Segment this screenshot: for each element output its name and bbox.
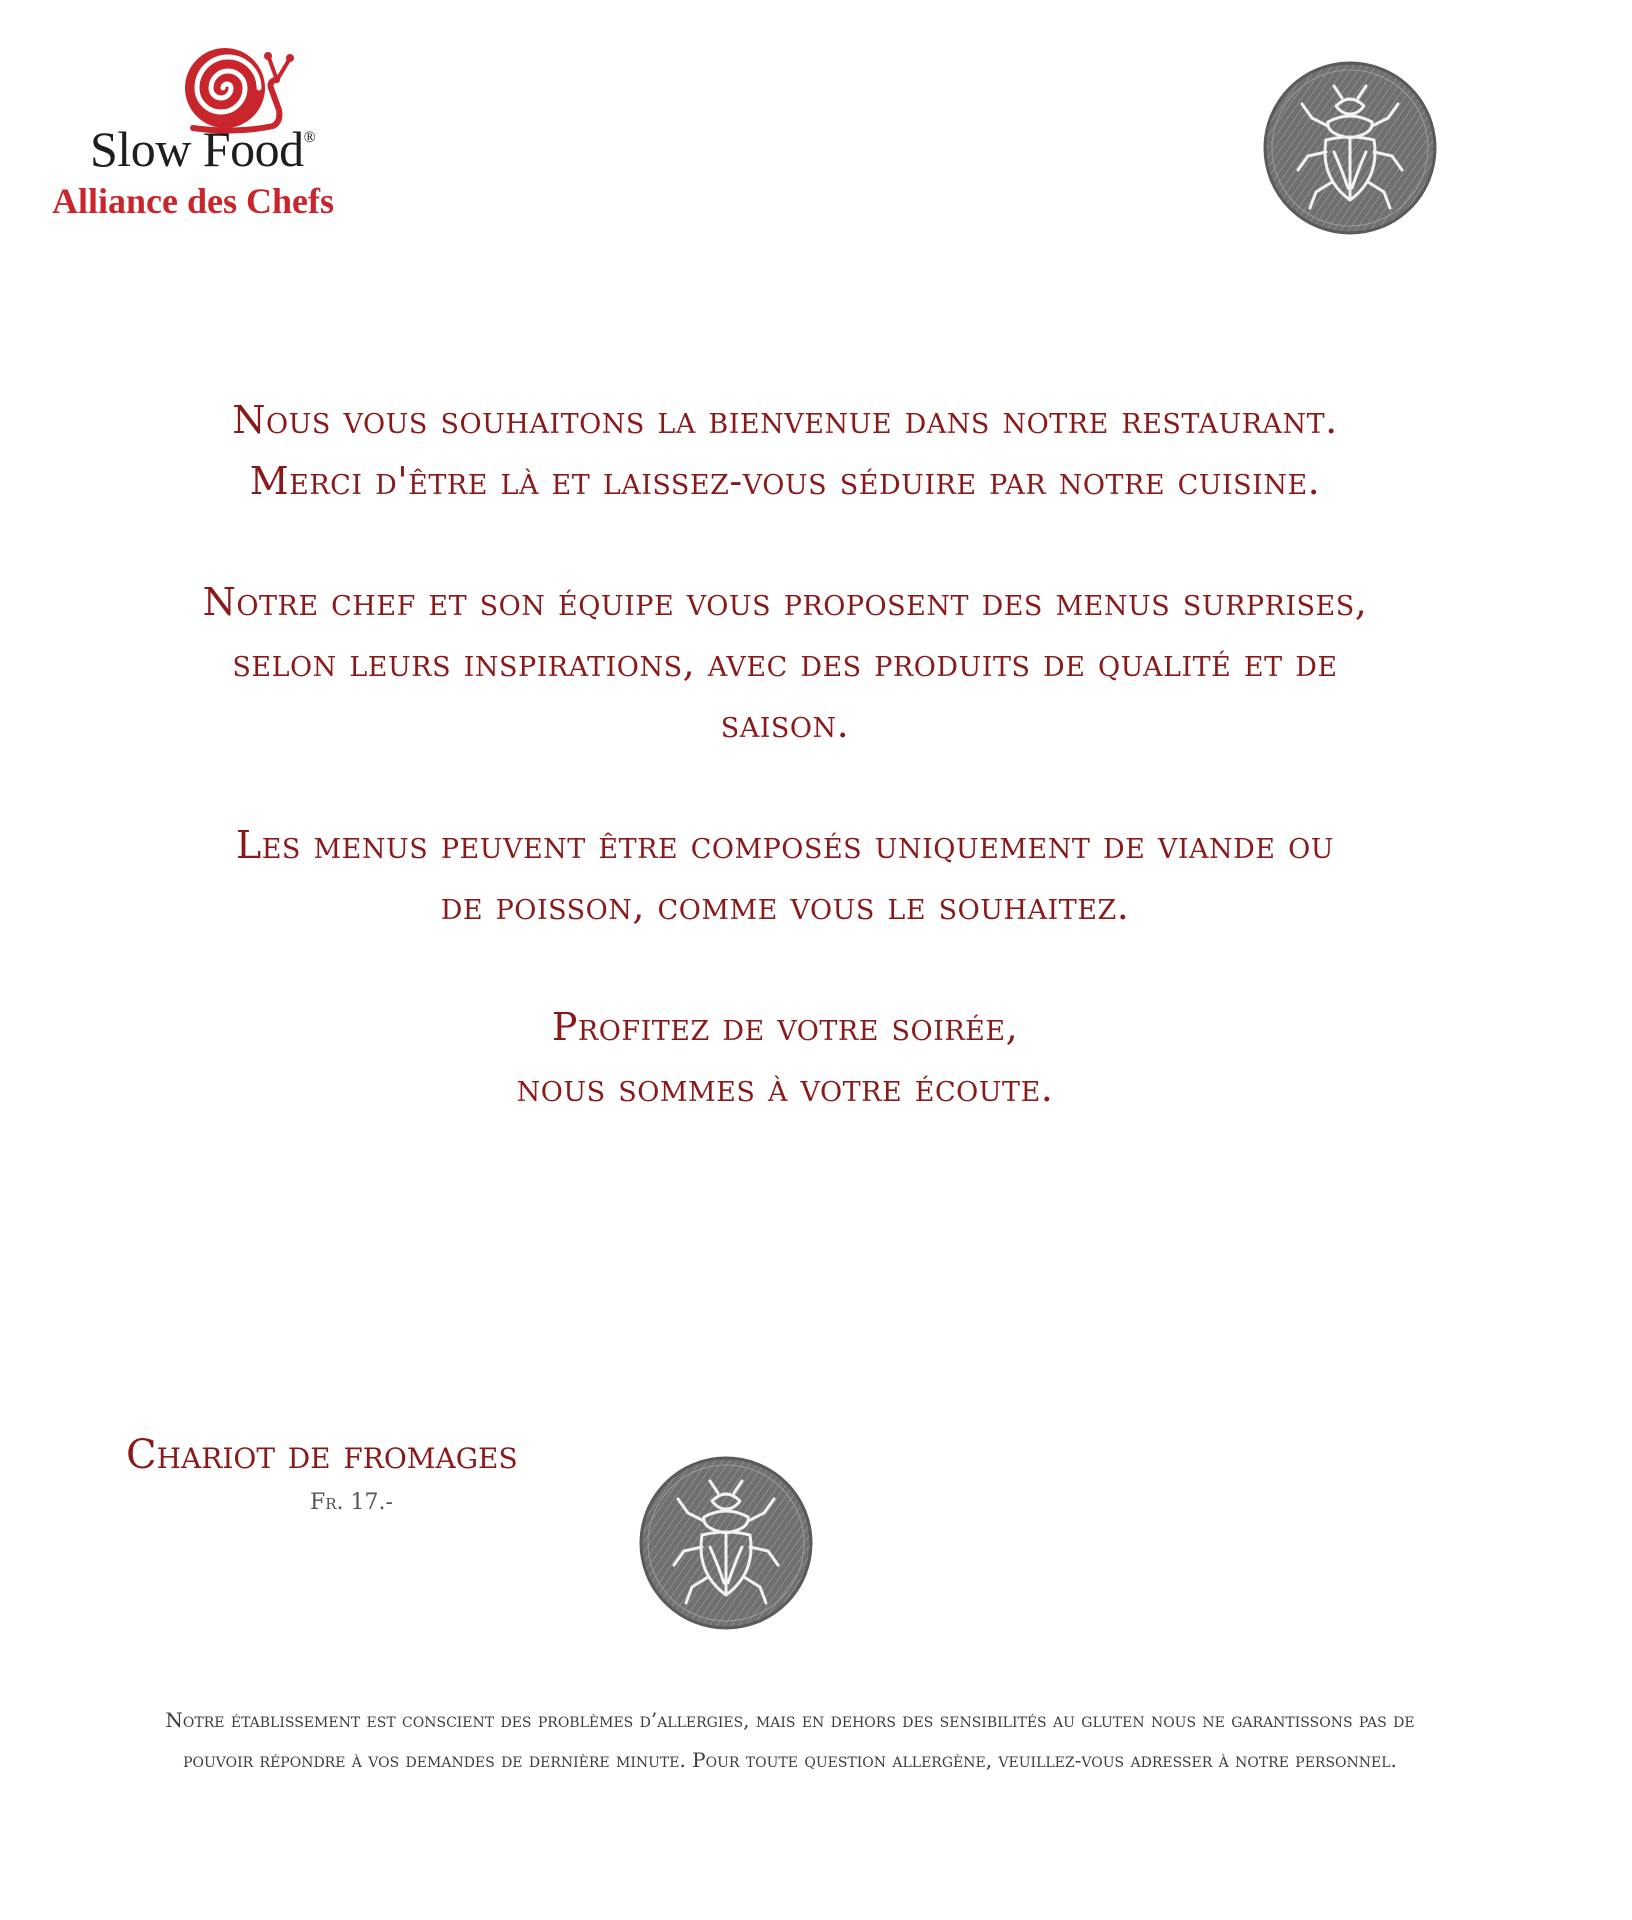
welcome-paragraph bbox=[120, 815, 1450, 937]
allergy-notice bbox=[80, 1700, 1500, 1780]
welcome-paragraph bbox=[120, 390, 1450, 512]
welcome-text bbox=[120, 390, 1450, 1119]
welcome-line: Nous vous souhaitons la bienvenue dans notre restaurant. bbox=[232, 398, 1338, 442]
welcome-line: de poisson, comme vous le souhaitez. bbox=[440, 884, 1130, 928]
allergy-line: pouvoir répondre à vos demandes de dernière minute. Pour toute question allergène, veuillez-vous adresser à notre personnel. bbox=[183, 1748, 1397, 1772]
registered-mark: ® bbox=[303, 129, 316, 147]
cheese-cart bbox=[126, 1432, 646, 1552]
logo-subtitle: Alliance des Chefs bbox=[52, 181, 334, 221]
allergy-line: Notre établissement est conscient des problèmes d’allergies, mais en dehors des sensibilités au gluten nous ne garantissons pas de bbox=[165, 1708, 1415, 1732]
welcome-line: Merci d'être là et laissez-vous séduire par notre cuisine. bbox=[249, 459, 1321, 503]
scarab-emblem-bottom bbox=[638, 1455, 814, 1631]
welcome-paragraph bbox=[120, 997, 1450, 1119]
welcome-paragraph bbox=[120, 572, 1450, 755]
logo-name: Slow Food® bbox=[90, 121, 316, 177]
welcome-line: selon leurs inspirations, avec des produits de qualité et de bbox=[232, 641, 1338, 685]
cheese-cart-price: Fr. 17.- bbox=[310, 1490, 393, 1515]
welcome-line: Les menus peuvent être composés uniquement de viande ou bbox=[235, 823, 1334, 867]
welcome-line: Profitez de votre soirée, bbox=[551, 1005, 1019, 1049]
welcome-line: saison. bbox=[720, 702, 850, 746]
slow-food-logo bbox=[40, 30, 400, 230]
welcome-line: nous sommes à votre écoute. bbox=[516, 1066, 1054, 1110]
scarab-emblem-top bbox=[1262, 60, 1438, 236]
welcome-line: Notre chef et son équipe vous proposent des menus surprises, bbox=[202, 580, 1368, 624]
cheese-cart-title: Chariot de fromages bbox=[126, 1432, 518, 1478]
